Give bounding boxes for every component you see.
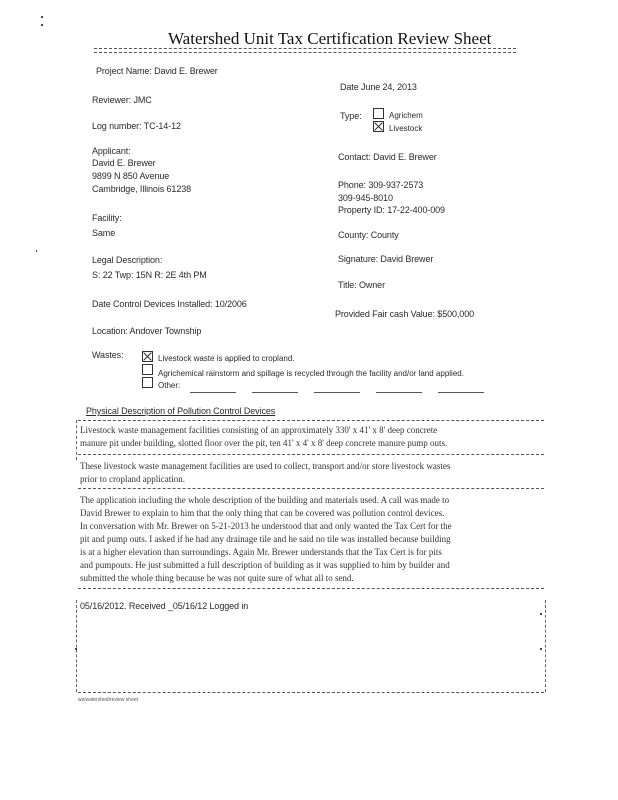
type-agrichem-checkbox[interactable]	[373, 108, 384, 119]
page-title: Watershed Unit Tax Certification Review Sheet	[168, 29, 492, 48]
title-divider-bottom	[94, 52, 516, 53]
property-id-field: Property ID: 17-22-400-009	[338, 205, 445, 215]
scan-speck	[540, 613, 542, 615]
scan-speck	[75, 648, 77, 650]
other-blank-2	[252, 392, 298, 393]
type-livestock-checkbox[interactable]	[373, 121, 384, 132]
waste-agrichem-checkbox[interactable]	[142, 364, 153, 375]
contact-field: Contact: David E. Brewer	[338, 152, 437, 162]
applicant-city: Cambridge, Illinois 61238	[92, 184, 192, 194]
physical-line-1: Livestock waste management facilities consisting of an approximately 330' x 41' x 8' deep concrete	[80, 425, 438, 435]
facility-label: Facility:	[92, 213, 122, 223]
waste-other-checkbox[interactable]	[142, 377, 153, 388]
title-field: Title: Owner	[338, 280, 385, 290]
waste-other-label: Other:	[158, 381, 181, 390]
physical-line-2: manure pit under building, slotted floor over the pit, ten 41' x 4' x 8' deep concrete manure pump outs.	[80, 438, 448, 448]
waste-agrichem-label: Agrichemical rainstorm and spillage is recycled through the facility and/or land applied.	[158, 369, 464, 378]
other-blank-3	[314, 392, 360, 393]
signature-field: Signature: David Brewer	[338, 254, 434, 264]
usage-divider-bottom	[78, 488, 544, 489]
usage-divider-top	[78, 454, 544, 455]
footer-divider	[78, 692, 544, 693]
notes-line-1: The application including the whole description of the building and materials used. A call was made to	[80, 495, 450, 505]
type-livestock-label: Livestock	[389, 124, 423, 133]
type-label: Type:	[340, 111, 362, 121]
applicant-name: David E. Brewer	[92, 158, 156, 168]
log-number-field: Log number: TC-14-12	[92, 121, 181, 131]
county-field: County: County	[338, 230, 399, 240]
type-agrichem-label: Agrichem	[389, 111, 423, 120]
notes-line-3: In conversation with Mr. Brewer on 5-21-2013 he understood that and only wanted the Tax Cert for the	[80, 521, 452, 531]
other-blank-5	[438, 392, 484, 393]
waste-livestock-label: Livestock waste is applied to cropland.	[158, 354, 295, 363]
notes-line-6: and pumpouts. He just submitted a full description of building as it was supplied to him by builder and	[80, 560, 450, 570]
legal-description-value: S: 22 Twp: 15N R: 2E 4th PM	[92, 270, 207, 280]
waste-livestock-checkbox[interactable]	[142, 351, 153, 362]
legal-description-label: Legal Description:	[92, 255, 163, 265]
date-installed-field: Date Control Devices Installed: 10/2006	[92, 299, 247, 309]
notes-line-2: David Brewer to explain to him that the only thing that can be covered was pollution control devices.	[80, 508, 445, 518]
notes-line-4: pit and pump outs. I asked if he had any drainage tile and he said no tile was installed because building	[80, 534, 451, 544]
phone-alt-field: 309-945-8010	[338, 193, 393, 203]
location-field: Location: Andover Township	[92, 326, 202, 336]
lower-left-border	[76, 600, 77, 692]
wastes-label: Wastes:	[92, 350, 124, 360]
applicant-label: Applicant:	[92, 146, 131, 156]
physical-left-border	[76, 420, 77, 460]
physical-divider	[78, 420, 544, 421]
phone-field: Phone: 309-937-2573	[338, 180, 424, 190]
scan-speck	[41, 24, 43, 26]
footer-tiny-text: ws/watershed/review sheet	[78, 697, 139, 703]
facility-value: Same	[92, 228, 116, 238]
scan-speck	[41, 16, 43, 18]
applicant-address: 9899 N 850 Avenue	[92, 171, 170, 181]
date-field: Date June 24, 2013	[340, 82, 417, 92]
notes-line-5: is at a higher elevation than surroundings. Again Mr. Brewer understands that the Tax Cert is for pits	[80, 547, 442, 557]
other-blank-4	[376, 392, 422, 393]
physical-description-heading: Physical Description of Pollution Control Devices	[86, 406, 276, 416]
received-log: 05/16/2012. Received _05/16/12 Logged in	[80, 601, 249, 611]
usage-line-1: These livestock waste management facilities are used to collect, transport and/or store livestock wastes	[80, 461, 451, 471]
scan-speck	[540, 648, 542, 650]
notes-line-7: submitted the whole thing because he was not quite sure of what all to send.	[80, 573, 354, 583]
reviewer-field: Reviewer: JMC	[92, 95, 152, 105]
lower-right-border	[545, 600, 546, 692]
scan-speck	[36, 250, 37, 252]
other-blank-1	[190, 392, 236, 393]
notes-divider-bottom	[78, 588, 544, 589]
title-divider-top	[94, 48, 516, 49]
fair-cash-value-field: Provided Fair cash Value: $500,000	[335, 309, 475, 319]
usage-line-2: prior to cropland application.	[80, 474, 185, 484]
project-name-field: Project Name: David E. Brewer	[96, 66, 218, 76]
